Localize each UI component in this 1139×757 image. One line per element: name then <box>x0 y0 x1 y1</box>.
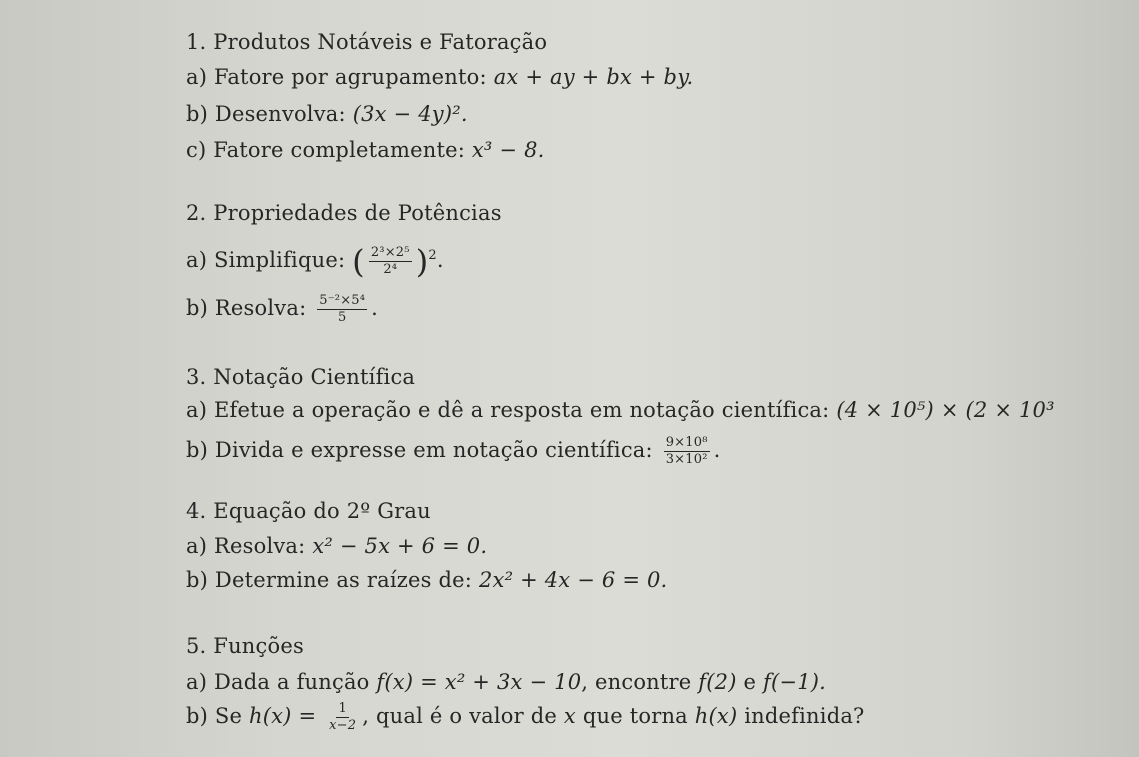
item-2a-label: a) Simplifique: <box>186 248 346 272</box>
item-5b-expr3: h(x) <box>694 704 738 728</box>
item-5a <box>186 668 826 696</box>
item-3b-numerator: 9×10⁸ <box>665 435 708 450</box>
section-1-title: 1. Produtos Notáveis e Fatoração <box>186 30 548 54</box>
item-5b-numerator: 1 <box>338 701 347 716</box>
item-2a: a) Simplifique: ( $\frac{\text{2³×2⁵}}{\text{2⁴}}$ )$^2$. <box>186 242 444 281</box>
item-5b <box>186 702 865 733</box>
section-2-title: 2. Propriedades de Potências <box>186 201 502 225</box>
item-5b-mid2: que torna <box>582 704 688 728</box>
item-3b-denominator: 3×10² <box>665 452 708 467</box>
item-4a-expr: x² − 5x + 6 = 0. <box>312 534 488 558</box>
item-1c-label: c) Fatore completamente: <box>186 138 465 162</box>
item-1a <box>186 63 693 91</box>
item-5b-fraction <box>327 702 358 733</box>
item-5a-mid2: e <box>743 670 757 694</box>
item-1b-label: b) Desenvolva: <box>186 102 346 126</box>
item-2b-fraction <box>317 294 367 325</box>
item-2a-denominator: 2⁴ <box>383 262 398 277</box>
item-2b-numerator: 5⁻²×5⁴ <box>319 293 366 308</box>
item-4b <box>186 566 667 594</box>
item-5b-mid: , qual é o valor de <box>362 704 558 728</box>
item-1c-expr: x³ − 8. <box>471 138 545 162</box>
item-3a-label: a) Efetue a operação e dê a resposta em notação científica: <box>186 398 830 422</box>
item-4b-expr: 2x² + 4x − 6 = 0. <box>478 568 668 592</box>
item-3b-label: b) Divida e expresse em notação científica: <box>186 438 653 462</box>
item-5b-expr: h(x) = <box>249 704 317 728</box>
item-5a-mid: , encontre <box>581 670 692 694</box>
item-2a-numerator: 2³×2⁵ <box>370 245 410 260</box>
item-1a-label: a) Fatore por agrupamento: <box>186 65 487 89</box>
section-3-title: 3. Notação Científica <box>186 365 416 389</box>
item-5a-expr2: f(2) <box>698 670 737 694</box>
item-2b: b) Resolva: $\frac{\text{5⁻²×5⁴}}{5}$ . <box>186 293 379 325</box>
item-5a-expr: f(x) = x² + 3x − 10 <box>376 670 582 694</box>
item-5b-expr2: x <box>563 704 576 728</box>
item-3a <box>186 396 1055 424</box>
item-1c <box>186 136 545 164</box>
section-5-title: 5. Funções <box>186 634 304 658</box>
item-4a <box>186 532 487 560</box>
item-2a-exponent: 2 <box>428 248 437 263</box>
item-3b-fraction <box>664 436 710 467</box>
item-2b-denominator: 5 <box>337 310 347 325</box>
item-2b-label: b) Resolva: <box>186 296 307 320</box>
item-2a-fraction <box>369 246 412 277</box>
item-5b-tail: indefinida? <box>744 704 865 728</box>
item-3a-expr: (4 × 10⁵) × (2 × 10³ <box>836 398 1055 422</box>
item-5b-denominator: x−2 <box>329 718 357 733</box>
item-4a-label: a) Resolva: <box>186 534 306 558</box>
item-4b-label: b) Determine as raízes de: <box>186 568 473 592</box>
section-4-title: 4. Equação do 2º Grau <box>186 499 431 523</box>
item-5a-expr3: f(−1). <box>763 670 827 694</box>
item-1a-expr: ax + ay + bx + by. <box>493 65 694 89</box>
item-5b-label: b) Se <box>186 704 243 728</box>
item-3b: b) Divida e expresse em notação científica: $\frac{\text{9×10⁸}}{\text{3×10²}}$ . <box>186 435 721 467</box>
item-5a-label: a) Dada a função <box>186 670 370 694</box>
item-1b-expr: (3x − 4y)². <box>352 102 468 126</box>
item-1b <box>186 100 468 128</box>
